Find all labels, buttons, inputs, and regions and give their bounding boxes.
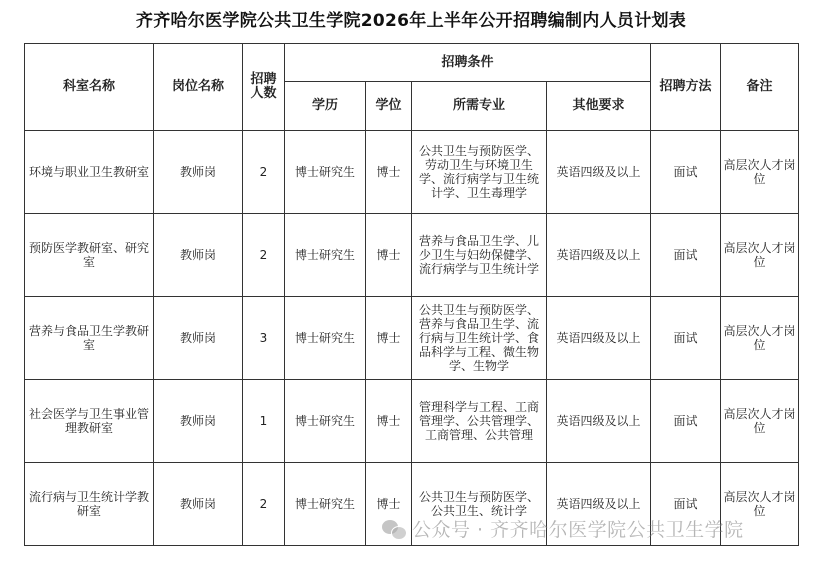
header-post: 岗位名称 — [154, 44, 243, 131]
table-row — [25, 214, 799, 297]
cell-post: 教师岗 — [154, 131, 243, 214]
cell-note: 高层次人才岗位 — [721, 463, 799, 546]
cell-dept: 环境与职业卫生教研室 — [25, 131, 154, 214]
header-other: 其他要求 — [547, 82, 651, 131]
cell-num: 2 — [243, 214, 285, 297]
cell-post: 教师岗 — [154, 297, 243, 380]
cell-edu: 博士研究生 — [285, 214, 366, 297]
cell-degree: 博士 — [366, 463, 412, 546]
cell-num: 1 — [243, 380, 285, 463]
cell-dept: 营养与食品卫生学教研室 — [25, 297, 154, 380]
cell-degree: 博士 — [366, 131, 412, 214]
header-note: 备注 — [721, 44, 799, 131]
cell-major: 公共卫生与预防医学、劳动卫生与环境卫生学、流行病学与卫生统计学、卫生毒理学 — [412, 131, 547, 214]
cell-method: 面试 — [651, 131, 721, 214]
cell-method: 面试 — [651, 214, 721, 297]
cell-major: 公共卫生与预防医学、公共卫生、统计学 — [412, 463, 547, 546]
cell-degree: 博士 — [366, 380, 412, 463]
cell-other: 英语四级及以上 — [547, 463, 651, 546]
cell-post: 教师岗 — [154, 380, 243, 463]
cell-note: 高层次人才岗位 — [721, 380, 799, 463]
cell-dept: 社会医学与卫生事业管理教研室 — [25, 380, 154, 463]
cell-note: 高层次人才岗位 — [721, 131, 799, 214]
cell-other: 英语四级及以上 — [547, 297, 651, 380]
cell-other: 英语四级及以上 — [547, 131, 651, 214]
header-major: 所需专业 — [412, 82, 547, 131]
table-row — [25, 463, 799, 546]
header-dept: 科室名称 — [25, 44, 154, 131]
table-row — [25, 297, 799, 380]
cell-num: 3 — [243, 297, 285, 380]
cell-dept: 预防医学教研室、研究室 — [25, 214, 154, 297]
cell-major: 营养与食品卫生学、儿少卫生与妇幼保健学、流行病学与卫生统计学 — [412, 214, 547, 297]
header-degree: 学位 — [366, 82, 412, 131]
cell-num: 2 — [243, 463, 285, 546]
cell-note: 高层次人才岗位 — [721, 214, 799, 297]
cell-method: 面试 — [651, 380, 721, 463]
cell-num: 2 — [243, 131, 285, 214]
cell-edu: 博士研究生 — [285, 131, 366, 214]
cell-major: 公共卫生与预防医学、营养与食品卫生学、流行病与卫生统计学、食品科学与工程、微生物学、生物学 — [412, 297, 547, 380]
cell-other: 英语四级及以上 — [547, 380, 651, 463]
recruitment-table — [24, 43, 799, 546]
header-edu: 学历 — [285, 82, 366, 131]
cell-edu: 博士研究生 — [285, 297, 366, 380]
table-row — [25, 380, 799, 463]
cell-note: 高层次人才岗位 — [721, 297, 799, 380]
cell-post: 教师岗 — [154, 463, 243, 546]
cell-method: 面试 — [651, 463, 721, 546]
header-num: 招聘人数 — [243, 44, 285, 131]
cell-degree: 博士 — [366, 214, 412, 297]
watermark-text: 公众号 · 齐齐哈尔医学院公共卫生学院 — [412, 519, 744, 541]
cell-other: 英语四级及以上 — [547, 214, 651, 297]
cell-dept: 流行病与卫生统计学教研室 — [25, 463, 154, 546]
page-title: 齐齐哈尔医学院公共卫生学院2026年上半年公开招聘编制内人员计划表 — [135, 11, 687, 31]
header-method: 招聘方法 — [651, 44, 721, 131]
cell-degree: 博士 — [366, 297, 412, 380]
cell-post: 教师岗 — [154, 214, 243, 297]
cell-method: 面试 — [651, 297, 721, 380]
cell-edu: 博士研究生 — [285, 463, 366, 546]
header-conditions: 招聘条件 — [285, 44, 651, 82]
cell-edu: 博士研究生 — [285, 380, 366, 463]
cell-major: 管理科学与工程、工商管理学、公共管理学、工商管理、公共管理 — [412, 380, 547, 463]
table-row — [25, 131, 799, 214]
